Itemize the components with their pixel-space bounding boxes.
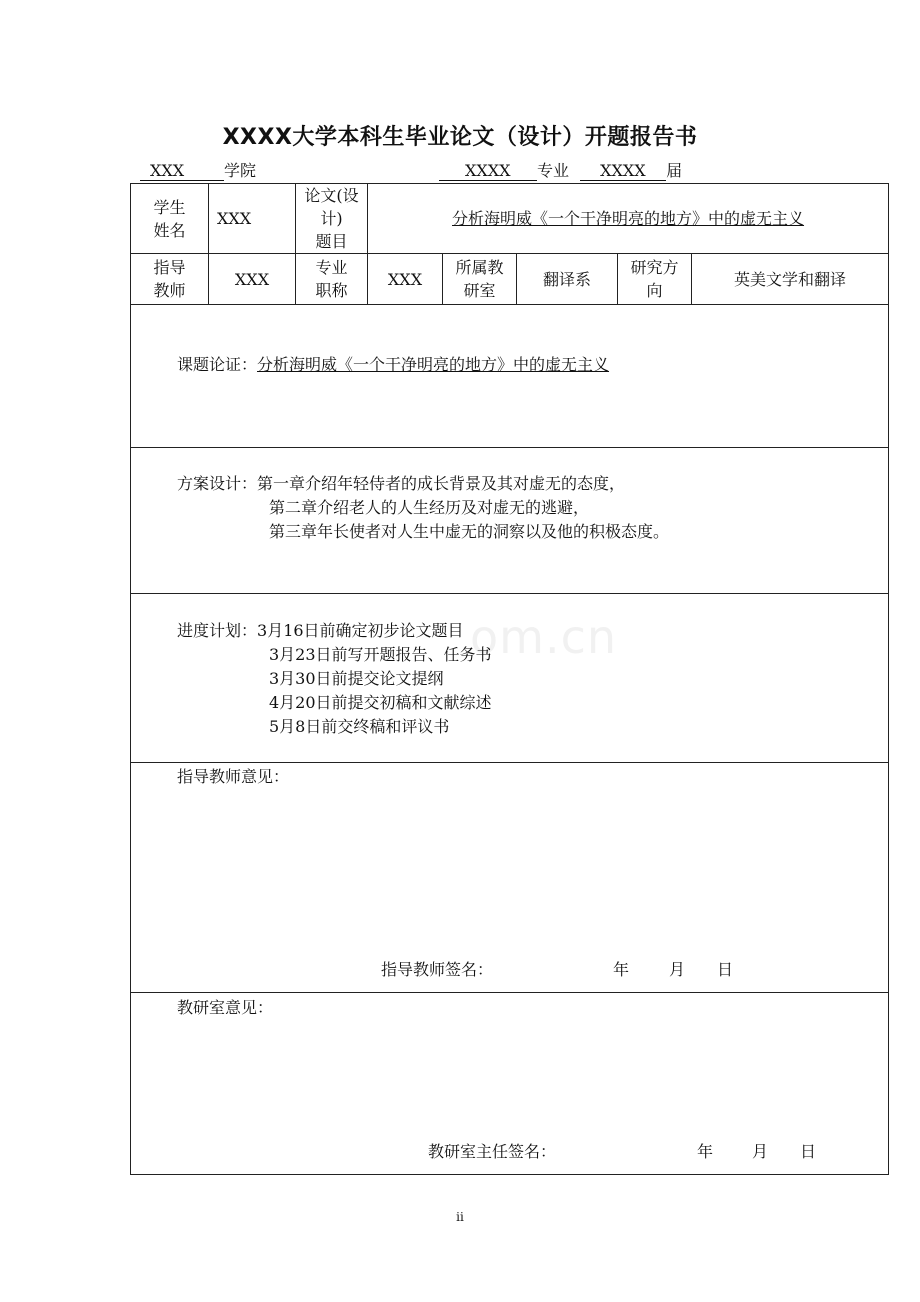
student-name-value: XXX: [209, 184, 296, 254]
department-value: 翻译系: [517, 254, 618, 305]
thesis-topic-value: 分析海明威《一个干净明亮的地方》中的虚无主义: [368, 184, 889, 254]
proposal-form: [130, 183, 889, 1175]
argument-label: 课题论证：: [177, 355, 258, 374]
dept-sign-month: 月: [752, 1142, 769, 1161]
info-row-2: [131, 254, 889, 305]
student-name-label: 学生 姓名: [131, 184, 209, 254]
info-row-1: [131, 184, 889, 254]
research-direction-value: 英美文学和翻译: [692, 254, 889, 305]
schedule-line-2: 3月23日前写开题报告、任务书: [269, 645, 492, 664]
advisor-label: 指导 教师: [131, 254, 209, 305]
session-label: 届: [666, 161, 683, 180]
college-label: 学院: [224, 161, 257, 180]
advisor-sign-year: 年: [613, 960, 630, 979]
advisor-opinion-section: [131, 763, 889, 993]
college-value: XXX: [140, 162, 224, 181]
watermark: om.cn: [470, 610, 618, 664]
professional-title-value: XXX: [368, 254, 443, 305]
schedule-line-5: 5月8日前交终稿和评议书: [269, 717, 450, 736]
design-line-2: 第二章介绍老人的人生经历及对虚无的逃避，: [269, 498, 590, 517]
department-label: 所属教 研室: [443, 254, 517, 305]
advisor-value: XXX: [209, 254, 296, 305]
session-value: XXXX: [580, 162, 666, 181]
advisor-sign-month: 月: [669, 960, 686, 979]
design-section: [131, 448, 889, 594]
research-direction-label: 研究方 向: [618, 254, 692, 305]
advisor-sign-day: 日: [717, 960, 734, 979]
advisor-signature-label: 指导教师签名：: [381, 960, 494, 979]
schedule-line-1: 3月16日前确定初步论文题目: [257, 621, 464, 640]
schedule-section: [131, 594, 889, 763]
advisor-opinion-label: 指导教师意见：: [177, 767, 290, 786]
dept-sign-day: 日: [800, 1142, 817, 1161]
major-value: XXXX: [439, 162, 537, 181]
argument-section: [131, 305, 889, 448]
page-title: XXXX大学本科生毕业论文（设计）开题报告书: [222, 125, 698, 150]
schedule-label: 进度计划：: [177, 621, 258, 640]
major-session-line: [439, 160, 682, 182]
design-line-3: 第三章年长使者对人生中虚无的洞察以及他的积极态度。: [269, 522, 670, 541]
thesis-topic-label: 论文(设计) 题目: [296, 184, 368, 254]
schedule-line-4: 4月20日前提交初稿和文献综述: [269, 693, 492, 712]
design-line-1: 第一章介绍年轻侍者的成长背景及其对虚无的态度，: [257, 474, 626, 493]
page-number: ii: [456, 1210, 464, 1224]
dept-opinion-label: 教研室意见：: [177, 998, 274, 1017]
professional-title-label: 专业 职称: [296, 254, 368, 305]
major-label: 专业: [537, 161, 570, 180]
college-line: [140, 160, 256, 182]
schedule-line-3: 3月30日前提交论文提纲: [269, 669, 444, 688]
argument-value: 分析海明威《一个干净明亮的地方》中的虚无主义: [257, 355, 610, 374]
design-label: 方案设计：: [177, 474, 258, 493]
dept-head-signature-label: 教研室主任签名：: [428, 1142, 557, 1161]
dept-sign-year: 年: [697, 1142, 714, 1161]
dept-opinion-section: [131, 993, 889, 1175]
